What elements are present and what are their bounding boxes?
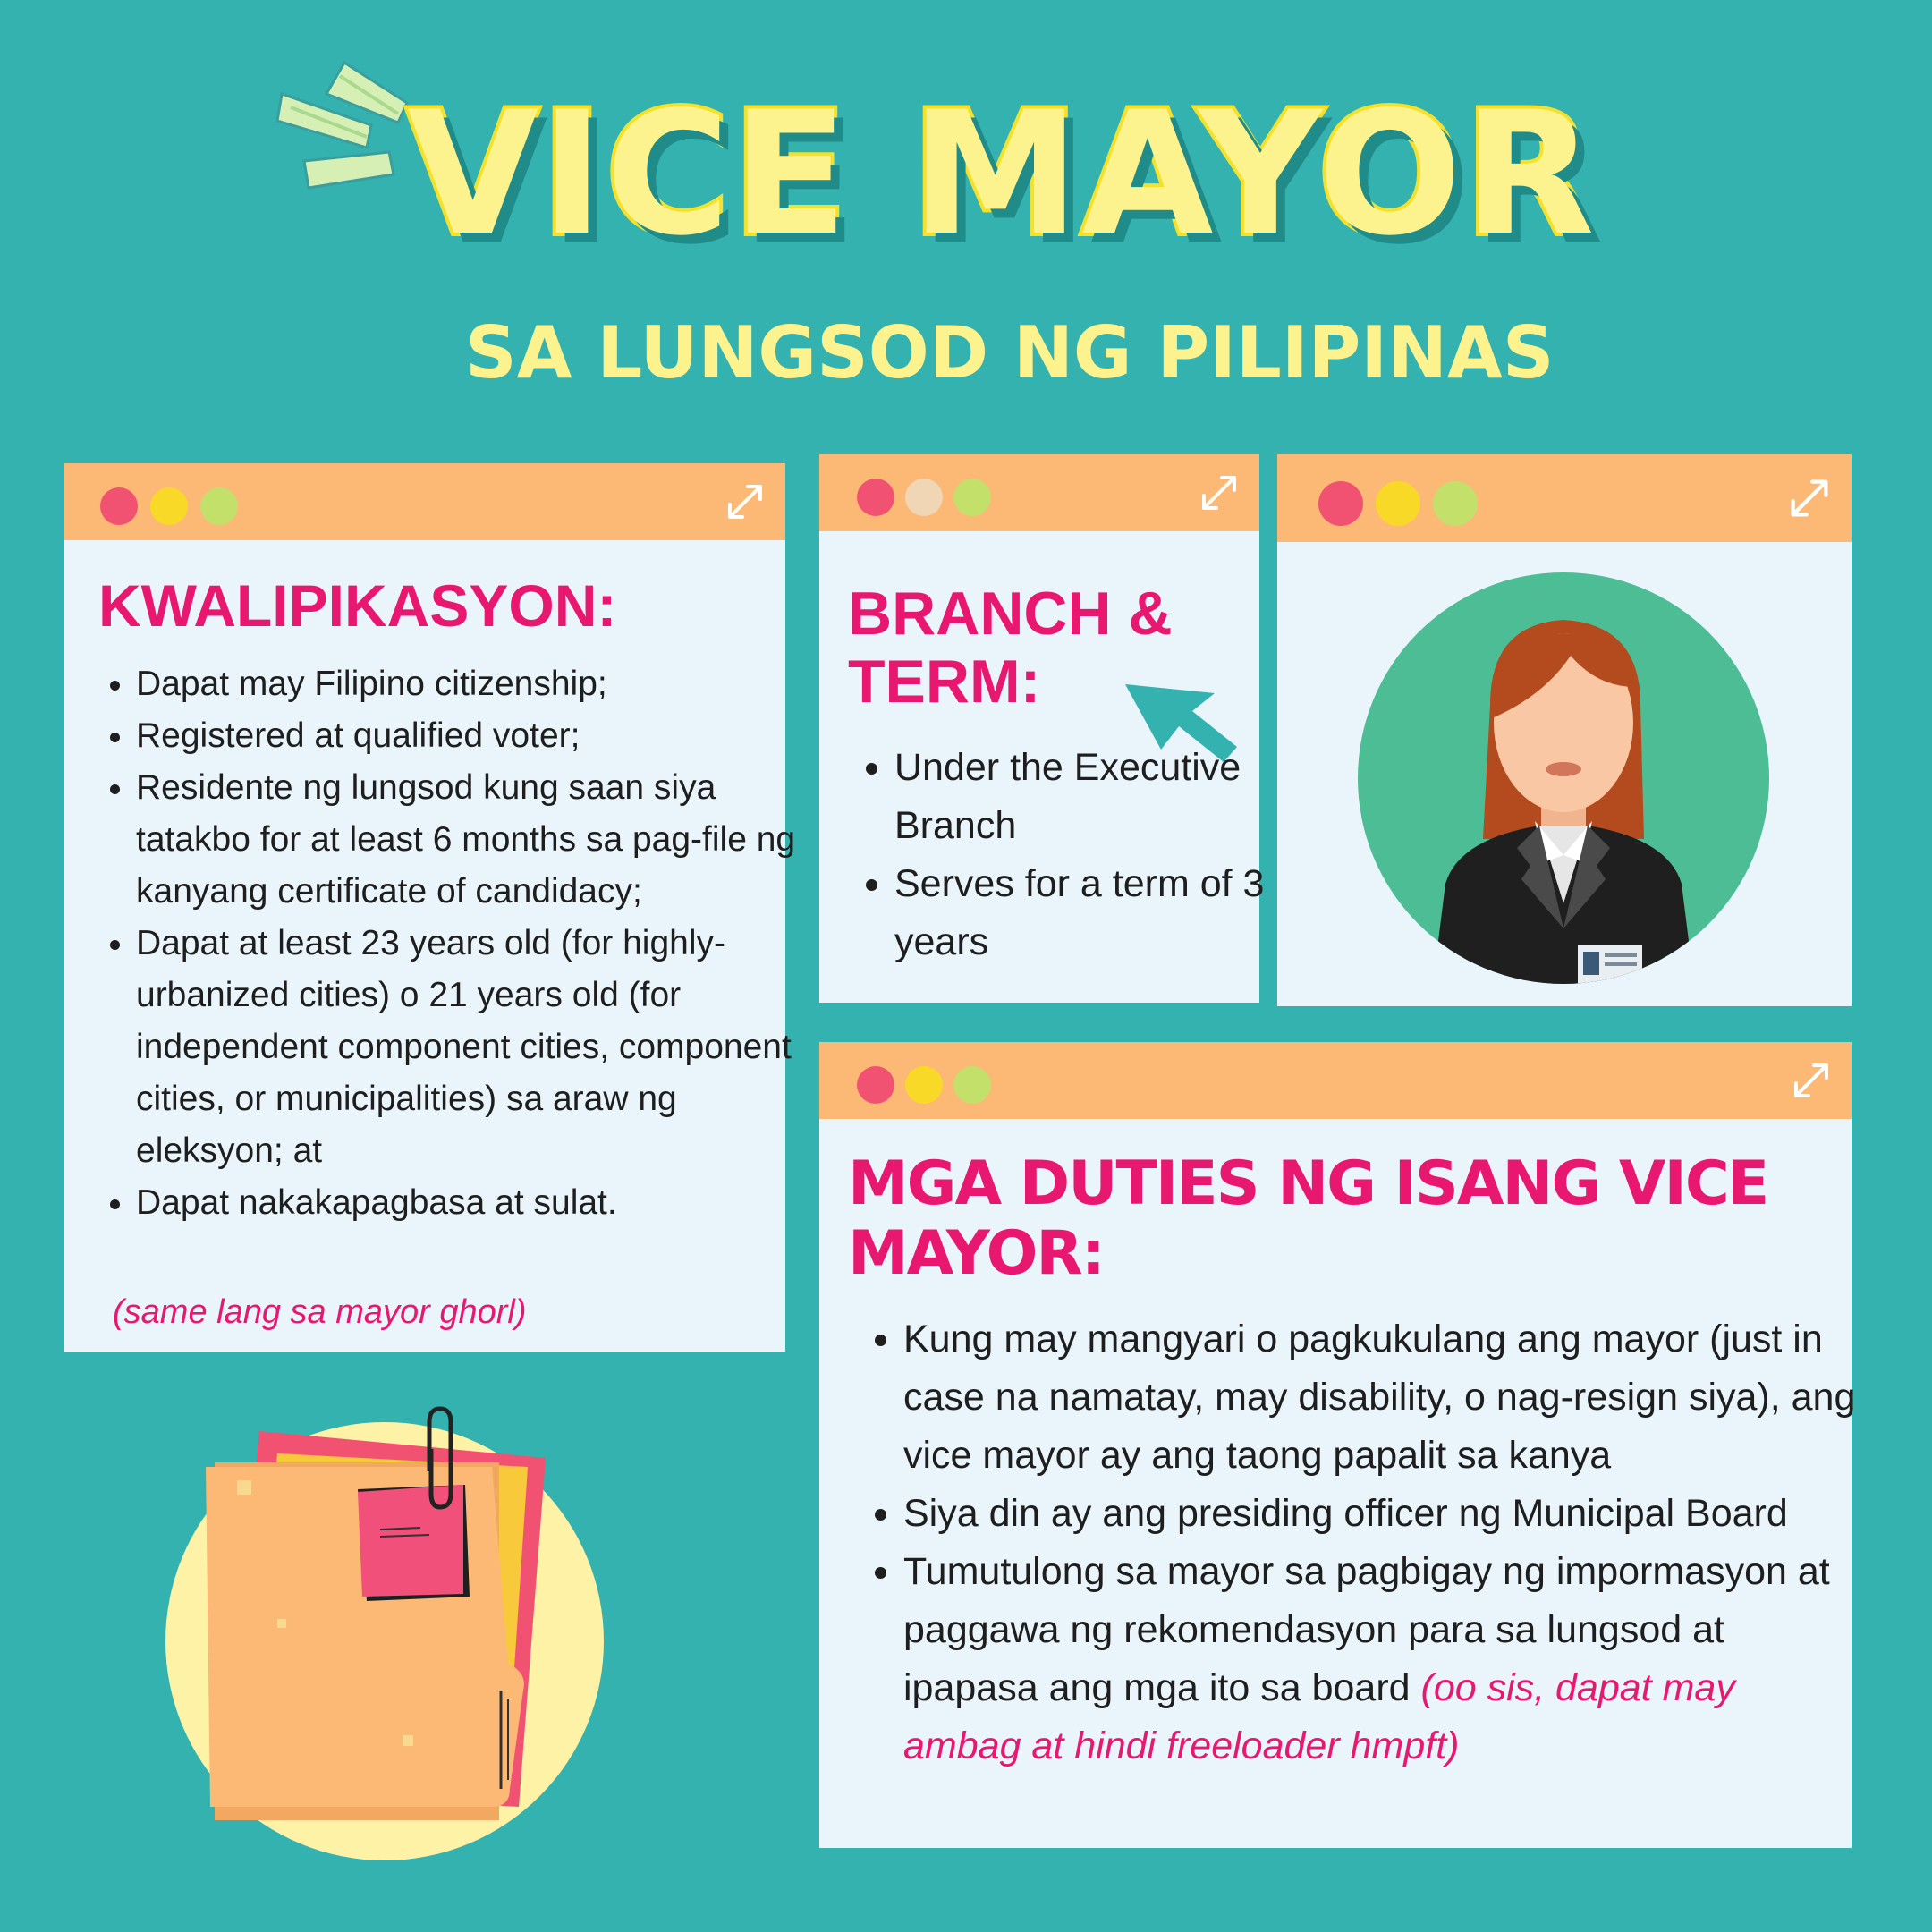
qualifications-heading: KWALIPIKASYON: — [98, 572, 617, 639]
window-titlebar — [64, 463, 785, 540]
window-minimize-dot[interactable] — [905, 479, 943, 516]
list-item — [903, 1543, 1860, 1775]
expand-arrows-icon[interactable] — [723, 479, 767, 524]
page-subtitle: SA LUNGSOD NG PILIPINAS — [465, 311, 1555, 394]
qualifications-note: (same lang sa mayor ghorl) — [113, 1293, 527, 1331]
list-item: • Dapat at least 23 years old (for highly-urbanized cities) o 21 years old (for independent component cities, component cities, or municipalities) sa araw ng eleksyon; at — [136, 918, 798, 1177]
window-maximize-dot[interactable] — [1433, 481, 1478, 526]
burst-lines-icon — [273, 58, 416, 210]
window-close-dot[interactable] — [1318, 481, 1363, 526]
list-item: • Under the Executive Branch — [894, 739, 1270, 855]
qualifications-list — [97, 658, 798, 1229]
list-item: • Registered at qualified voter; — [136, 710, 798, 762]
duties-heading — [848, 1149, 1767, 1289]
window-minimize-dot[interactable] — [1376, 481, 1420, 526]
window-titlebar — [819, 1042, 1852, 1119]
duties-item3-aside: (oo sis, dapat may ambag at hindi freeloader hmpft) — [903, 1666, 1735, 1767]
list-item: • Dapat may Filipino citizenship; — [136, 658, 798, 710]
window-maximize-dot[interactable] — [953, 1066, 991, 1104]
window-titlebar — [819, 454, 1259, 531]
expand-arrows-icon[interactable] — [1785, 474, 1834, 522]
list-item: • Dapat nakakapagbasa at sulat. — [136, 1177, 798, 1229]
page-title: VICE MAYOR — [407, 75, 1597, 273]
duties-heading-line2: MAYOR: — [848, 1218, 1104, 1289]
duties-item3-text: Tumutulong sa mayor sa pagbigay ng impormasyon at paggawa ng rekomendasyon para sa lungsod at ipapasa ang mga ito sa board — [903, 1550, 1830, 1709]
list-item: • Kung may mangyari o pagkukulang ang mayor (just in case na namatay, may disability, o nag-resign siya), ang vice mayor ay ang taong papalit sa kanya — [903, 1310, 1860, 1485]
duties-window — [819, 1042, 1856, 1848]
window-close-dot[interactable] — [100, 487, 138, 525]
duties-heading-line1: MGA DUTIES NG ISANG VICE — [848, 1148, 1768, 1219]
expand-arrows-icon[interactable] — [1197, 470, 1241, 515]
window-maximize-dot[interactable] — [953, 479, 991, 516]
list-item: • Residente ng lungsod kung saan siya tatakbo for at least 6 months sa pag-file ng kanyang certificate of candidacy; — [136, 762, 798, 918]
window-close-dot[interactable] — [857, 1066, 894, 1104]
folder-with-notes-icon — [134, 1395, 617, 1878]
list-item: • Serves for a term of 3 years — [894, 855, 1270, 971]
branch-term-list — [855, 739, 1270, 971]
duties-list — [864, 1310, 1860, 1775]
list-item: • Siya din ay ang presiding officer ng Municipal Board — [903, 1485, 1860, 1543]
branch-term-heading — [848, 580, 1173, 716]
qualifications-window — [64, 463, 796, 1352]
avatar-window — [1277, 454, 1852, 1006]
window-titlebar — [1277, 454, 1852, 542]
window-maximize-dot[interactable] — [200, 487, 238, 525]
branch-term-heading-line1: BRANCH & — [848, 580, 1173, 648]
expand-arrows-icon[interactable] — [1789, 1058, 1834, 1103]
businesswoman-avatar-icon — [1356, 571, 1771, 986]
window-minimize-dot[interactable] — [905, 1066, 943, 1104]
window-close-dot[interactable] — [857, 479, 894, 516]
window-minimize-dot[interactable] — [150, 487, 188, 525]
branch-term-window — [819, 454, 1265, 1003]
branch-term-heading-line2: TERM: — [848, 648, 1041, 716]
